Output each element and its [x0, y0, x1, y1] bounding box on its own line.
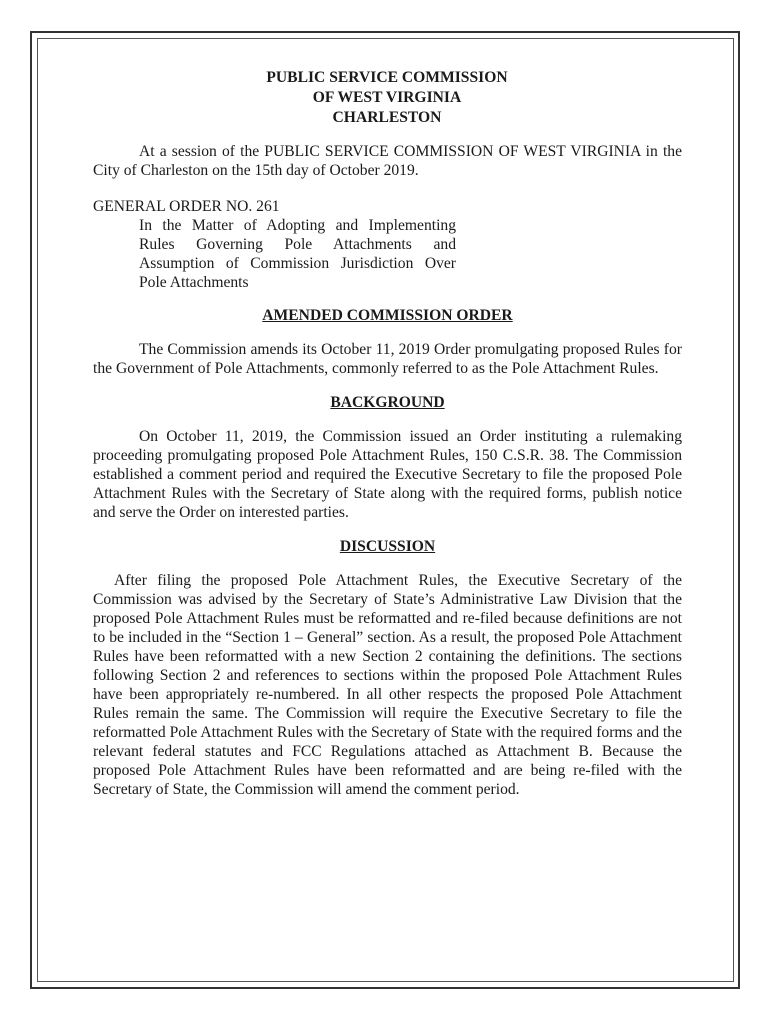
general-order-block — [93, 197, 682, 292]
commission-header — [93, 68, 682, 128]
order-title: AMENDED COMMISSION ORDER — [262, 307, 513, 324]
discussion-paragraph: After filing the proposed Pole Attachment Rules, the Executive Secretary of the Commission was advised by the Secretary of State’s Administrative Law Division that the proposed Pole Attachment Rules must be reformatted and re-filed because definitions are not to be included in the “Section 1 – General” section. As a result, the proposed Pole Attachment Rules have been reformatted with a new Section 2 containing the definitions. The sections following Section 2 and references to sections within the proposed Pole Attachment Rules have been appropriately re-numbered. In all other respects the proposed Pole Attachment Rules remain the same. The Commission will require the Executive Secretary to file the reformatted Pole Attachment Rules with the Secretary of State with the required forms and the relevant federal statutes and FCC Regulations attached as Attachment B. Because the proposed Pole Attachment Rules have been reformatted and are being re-filed with the Secretary of State, the Commission will amend the comment period. — [93, 572, 682, 798]
session-paragraph: At a session of the PUBLIC SERVICE COMMISSION OF WEST VIRGINIA in the City of Charleston on the 15th day of October 2019. — [93, 143, 682, 179]
matter-line: In the Matter of Adopting and Implementing — [139, 217, 456, 234]
matter-caption — [139, 216, 456, 292]
document-body — [93, 68, 682, 799]
general-order-number: GENERAL ORDER NO. 261 — [93, 198, 280, 215]
matter-line: Rules Governing Pole Attachments and — [139, 236, 456, 253]
discussion-heading: DISCUSSION — [339, 538, 436, 555]
header-line-1: PUBLIC SERVICE COMMISSION — [266, 69, 508, 86]
matter-line: Pole Attachments — [139, 274, 249, 291]
intro-paragraph: The Commission amends its October 11, 2019 Order promulgating proposed Rules for the Government of Pole Attachments, commonly referred to as the Pole Attachment Rules. — [93, 341, 682, 377]
header-line-2: OF WEST VIRGINIA — [312, 89, 462, 106]
matter-line: Assumption of Commission Jurisdiction Over — [139, 255, 456, 272]
background-heading: BACKGROUND — [330, 394, 445, 411]
background-paragraph: On October 11, 2019, the Commission issued an Order instituting a rulemaking proceeding promulgating proposed Pole Attachment Rules, 150 C.S.R. 38. The Commission established a comment period and required the Executive Secretary to file the proposed Pole Attachment Rules with the Secretary of State along with the required forms, publish notice and serve the Order on interested parties. — [93, 428, 682, 521]
header-line-3: CHARLESTON — [332, 109, 442, 126]
